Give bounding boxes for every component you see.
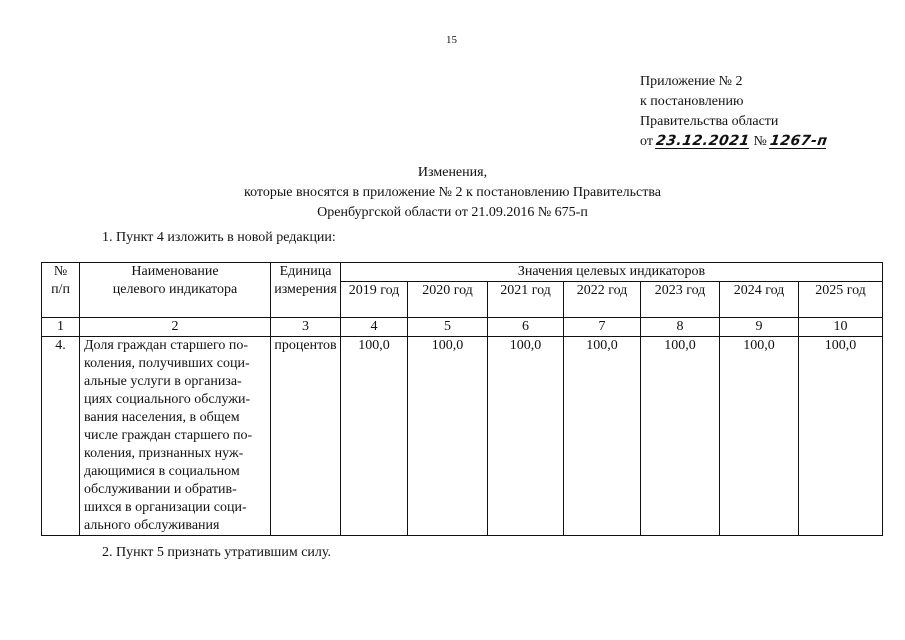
row-value: 100,0	[408, 337, 488, 536]
appendix-line-4	[640, 132, 828, 152]
header-year: 2021 год	[488, 282, 564, 318]
row-value: 100,0	[488, 337, 564, 536]
indicator-table	[41, 262, 883, 536]
handwritten-date: 23.12.2021	[655, 133, 752, 149]
item-1-text: 1. Пункт 4 изложить в новой редакции:	[102, 230, 336, 245]
title-line-2: которые вносятся в приложение № 2 к постановлению Правительства	[243, 185, 662, 200]
header-unit: Единица измерения	[271, 263, 341, 318]
header-year: 2020 год	[408, 282, 488, 318]
row-unit: процентов	[271, 337, 341, 536]
index-cell: 6	[488, 318, 564, 337]
header-year: 2022 год	[564, 282, 641, 318]
page-number: 15	[446, 34, 457, 46]
row-value: 100,0	[641, 337, 720, 536]
index-cell: 10	[799, 318, 883, 337]
row-indicator-name: Доля граждан старшего по- коления, получивших соци- альные услуги в организа- циях социального обслужи- вания населения, в общем числе граждан старшего по- коления, признанных нуж- дающимися в социальном обслуживании и обратив- шихся в организации соци- ального обслуживания	[80, 337, 271, 536]
row-num: 4.	[42, 337, 80, 536]
header-year: 2023 год	[641, 282, 720, 318]
index-cell: 8	[641, 318, 720, 337]
appendix-line-2: к постановлению	[640, 94, 744, 109]
index-cell: 4	[341, 318, 408, 337]
title-line-3: Оренбургской области от 21.09.2016 № 675-п	[317, 205, 588, 220]
number-sign: №	[753, 134, 767, 149]
header-year: 2024 год	[720, 282, 799, 318]
index-cell: 9	[720, 318, 799, 337]
appendix-from-label: от	[640, 134, 653, 149]
document-title	[0, 163, 905, 223]
row-value: 100,0	[564, 337, 641, 536]
header-name: Наименование целевого индикатора	[80, 263, 271, 318]
index-cell: 2	[80, 318, 271, 337]
appendix-line-3: Правительства области	[640, 114, 779, 129]
header-year: 2025 год	[799, 282, 883, 318]
header-num: № п/п	[42, 263, 80, 318]
header-values-group: Значения целевых индикаторов	[341, 263, 883, 282]
appendix-line-1: Приложение № 2	[640, 74, 743, 89]
row-value: 100,0	[720, 337, 799, 536]
index-cell: 1	[42, 318, 80, 337]
item-2-text: 2. Пункт 5 признать утратившим силу.	[102, 545, 331, 560]
title-line-1: Изменения,	[417, 165, 488, 180]
appendix-block	[640, 72, 828, 152]
row-value: 100,0	[341, 337, 408, 536]
index-cell: 3	[271, 318, 341, 337]
table-row	[42, 337, 883, 536]
handwritten-number: 1267-п	[769, 133, 830, 149]
index-cell: 7	[564, 318, 641, 337]
index-cell: 5	[408, 318, 488, 337]
header-year: 2019 год	[341, 282, 408, 318]
row-value: 100,0	[799, 337, 883, 536]
